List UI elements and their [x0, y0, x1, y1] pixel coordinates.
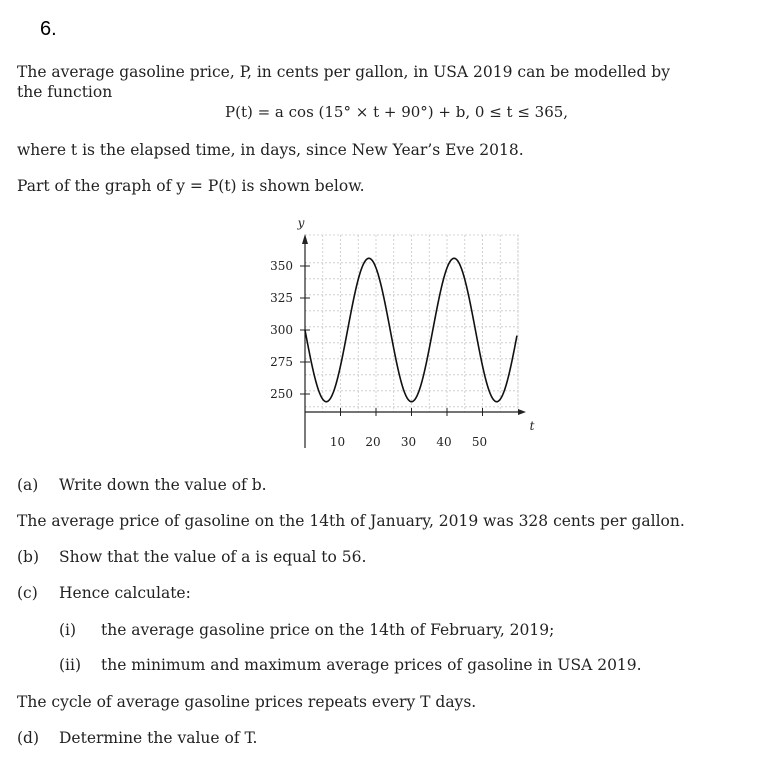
y-tick-label: 350 — [270, 259, 293, 273]
y-tick-label: 300 — [270, 323, 293, 337]
part-b-label: (b) — [17, 548, 40, 566]
part-b-text: Show that the value of a is equal to 56. — [59, 548, 367, 566]
y-axis-arrow — [302, 234, 308, 244]
x-tick-label: 10 — [329, 435, 346, 449]
part-a-label: (a) — [17, 476, 39, 494]
part-c-label: (c) — [17, 584, 38, 602]
price-function-formula: P(t) = a cos (15° × t + 90°) + b, 0 ≤ t ≤ 365, — [225, 103, 569, 121]
where-text: where t is the elapsed time, in days, since New Year’s Eve 2018. — [17, 141, 524, 159]
intro-line-1: The average gasoline price, P, in cents per gallon, in USA 2019 can be modelled by — [17, 63, 670, 81]
price-curve — [305, 258, 517, 401]
part-c-i-label: (i) — [59, 621, 77, 639]
part-b — [17, 547, 366, 567]
graph-intro: Part of the graph of y = P(t) is shown below. — [17, 177, 365, 195]
x-axis-arrow — [518, 409, 526, 415]
part-d-text: Determine the value of T. — [59, 729, 258, 747]
y-tick-label: 325 — [270, 291, 293, 305]
question-number: 6. — [40, 18, 57, 40]
part-a — [17, 475, 267, 495]
x-tick-label: 20 — [365, 435, 381, 449]
part-c-i — [59, 620, 554, 640]
y-tick-label: 250 — [270, 387, 293, 401]
part-c — [17, 583, 191, 603]
part-a-text: Write down the value of b. — [59, 476, 267, 494]
price-statement: The average price of gasoline on the 14th of January, 2019 was 328 cents per gallon. — [17, 512, 685, 530]
part-d — [17, 728, 257, 748]
part-c-i-text: the average gasoline price on the 14th of February, 2019; — [101, 621, 555, 639]
part-c-ii-text: the minimum and maximum average prices of gasoline in USA 2019. — [101, 656, 642, 674]
part-c-text: Hence calculate: — [59, 584, 191, 602]
part-c-ii-label: (ii) — [59, 656, 82, 674]
price-graph — [250, 210, 540, 455]
part-c-ii — [59, 655, 642, 675]
intro-line-2: the function — [17, 83, 113, 101]
cycle-statement: The cycle of average gasoline prices repeats every T days. — [17, 693, 477, 711]
x-tick-label: 50 — [471, 435, 488, 449]
x-axis-label: t — [529, 419, 535, 433]
x-tick-label: 40 — [436, 435, 452, 449]
y-axis-label: y — [297, 216, 305, 230]
part-d-label: (d) — [17, 729, 40, 747]
y-tick-label: 275 — [270, 355, 293, 369]
x-tick-label: 30 — [400, 435, 417, 449]
